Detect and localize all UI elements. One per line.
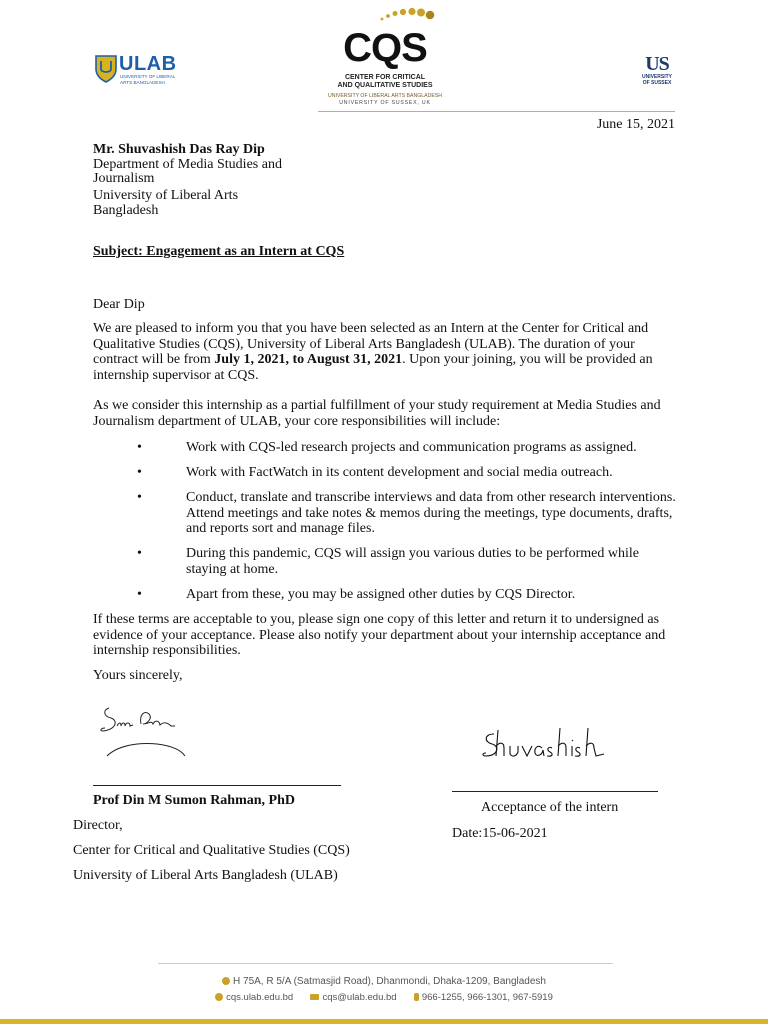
recipient-address-line: Department of Media Studies and	[93, 157, 282, 172]
responsibility-text: During this pandemic, CQS will assign you various duties to be performed while staying at home.	[186, 546, 639, 577]
ulab-wordmark: ULAB	[119, 53, 177, 75]
contract-duration: July 1, 2021, to August 31, 2021	[214, 352, 403, 368]
email-icon	[310, 994, 319, 1000]
ulab-logo	[95, 52, 185, 88]
bullet-glyph: •	[137, 490, 142, 505]
letter-subject: Subject: Engagement as an Intern at CQS	[93, 244, 345, 259]
cqs-tagline-1: CENTER FOR CRITICAL	[344, 74, 426, 81]
cqs-tagline-2: AND QUALITATIVE STUDIES	[337, 82, 433, 89]
header-divider	[318, 111, 675, 112]
letter-date: June 15, 2021	[596, 117, 675, 132]
paragraph-acceptance: If these terms are acceptable to you, please sign one copy of this letter and return it to undersigned as evidence of your acceptance. Please also notify your department about your internship acceptance and internship responsibilities.	[93, 612, 666, 659]
phone-icon	[414, 993, 419, 1001]
bullet-glyph: •	[137, 587, 142, 602]
sussex-wordmark: US	[645, 53, 669, 75]
sussex-line-1: UNIVERSITY	[641, 74, 672, 80]
intern-signature-icon	[480, 726, 615, 766]
recipient-address-line: Bangladesh	[93, 203, 159, 218]
signatory-university: University of Liberal Arts Bangladesh (ULAB)	[73, 868, 338, 883]
cqs-wordmark: CQS	[343, 26, 427, 70]
closing: Yours sincerely,	[93, 668, 183, 683]
cqs-dots-icon	[350, 6, 440, 28]
director-signature-icon	[97, 700, 192, 762]
intern-signature-line	[452, 791, 658, 792]
responsibility-text: Conduct, translate and transcribe interviews and data from other research interventions. Attend meetings and take notes & memos during the meetings, type documents, drafts, and reports sort and manage files.	[186, 490, 676, 537]
bullet-glyph: •	[137, 440, 142, 455]
responsibility-text: Work with CQS-led research projects and communication programs as assigned.	[186, 440, 637, 455]
signatory-name: Prof Din M Sumon Rahman, PhD	[93, 793, 295, 808]
sussex-logo	[632, 54, 682, 88]
footer-contacts	[0, 991, 768, 1004]
footer-address-text: H 75A, R 5/A (Satmasjid Road), Dhanmondi, Dhaka-1209, Bangladesh	[233, 976, 546, 987]
recipient-name: Mr. Shuvashish Das Ray Dip	[93, 142, 265, 157]
cqs-tagline-3: UNIVERSITY OF LIBERAL ARTS BANGLADESH	[327, 93, 443, 99]
cqs-tagline-4: UNIVERSITY OF SUSSEX, UK	[339, 100, 431, 106]
director-signature-line	[93, 785, 341, 786]
globe-icon	[215, 993, 223, 1001]
recipient-address-line: University of Liberal Arts	[93, 188, 239, 203]
signatory-org: Center for Critical and Qualitative Studies (CQS)	[73, 843, 350, 858]
ulab-shield-icon	[95, 55, 117, 83]
salutation: Dear Dip	[93, 297, 145, 312]
footer-divider	[158, 963, 613, 964]
footer-address	[0, 975, 768, 988]
responsibility-text: Work with FactWatch in its content development and social media outreach.	[186, 465, 613, 480]
intro-text: We are pleased to inform you that you have been selected as an Intern at the Center for Critical and Qualitative Studies (CQS), University of Liberal Arts Bangladesh (ULAB). The duration of your contract will be from	[93, 321, 649, 368]
footer-website[interactable]: cqs.ulab.edu.bd	[226, 992, 294, 1003]
paragraph-intro	[93, 321, 675, 383]
intern-acceptance-label: Acceptance of the intern	[481, 800, 619, 815]
location-pin-icon	[222, 977, 230, 985]
bullet-glyph: •	[137, 465, 142, 480]
responsibility-text: Apart from these, you may be assigned other duties by CQS Director.	[186, 587, 576, 602]
intern-acceptance-date: Date:15-06-2021	[452, 826, 548, 841]
cqs-logo	[320, 6, 460, 110]
sussex-line-2: OF SUSSEX	[642, 80, 672, 86]
paragraph-responsibilities-intro: As we consider this internship as a partial fulfillment of your study requirement at Media Studies and Journalism department of ULAB, your core responsibilities will include:	[93, 398, 661, 429]
intro-text-end: . Upon your joining, you will be provided an internship supervisor at CQS.	[93, 352, 653, 383]
signatory-title: Director,	[73, 818, 123, 833]
footer-accent-bar	[0, 1019, 768, 1024]
ulab-subtitle: UNIVERSITY OF LIBERAL ARTS BANGLADESH	[120, 74, 176, 85]
footer-email[interactable]: cqs@ulab.edu.bd	[322, 992, 397, 1003]
recipient-address-line: Journalism	[93, 171, 155, 186]
footer-phone: 966-1255, 966-1301, 967-5919	[421, 992, 553, 1003]
bullet-glyph: •	[137, 546, 142, 561]
